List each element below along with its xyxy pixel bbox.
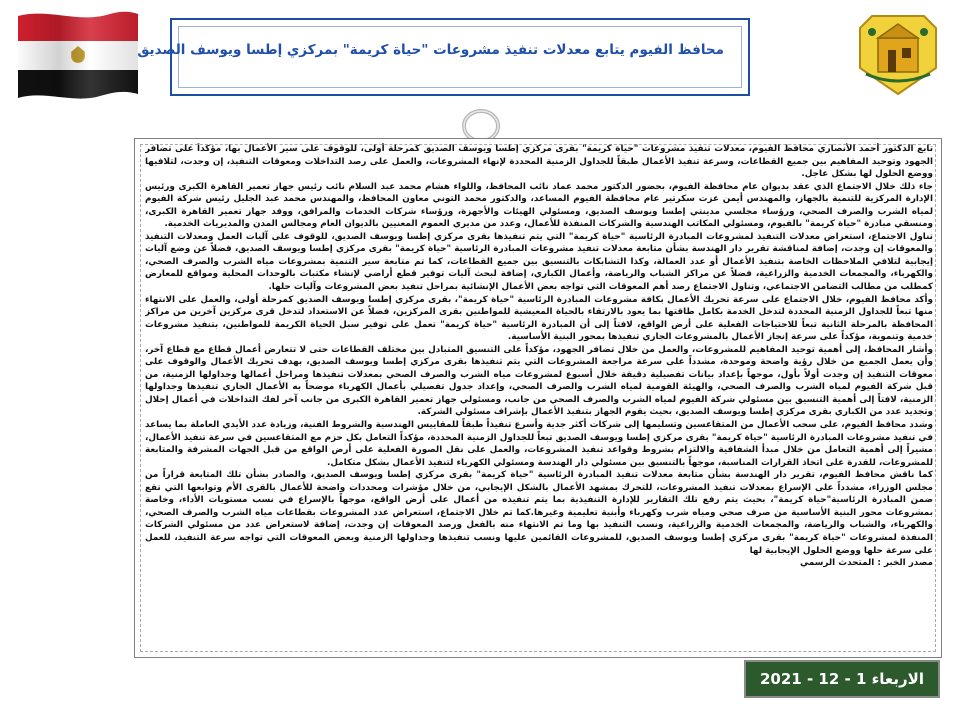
article-paragraph: جاء ذلك خلال الاجتماع الذي عقد بديوان عام محافظة الفيوم، بحضور الدكتور محمد عماد نائب المحافظ، واللواء هشام محمد عبد السلام نائب رئيس جهاز تعمير القاهرة الكبرى ورئيس الإدارة المركزية للتنمية بالجهاز، والمهندس أيمن عزت سكرتير عام محافظة الفيوم المساعد، والدكتور محمد التوني معاون المحافظ، والمهندس محمد عبد الجليل رئيس شركة الفيوم لمياه الشرب والصرف الصحي، ورؤساء مجلسي مدينتي إطسا ويوسف الصديق، ومسئولي الهيئات والأجهزة، ورؤساء شركات الخدمات والمرافق، ووفد جهاز تعمير القاهرة الكبرى، ومنسقي مبادرة "حياة كريمة" بالفيوم، ومسئولي المكاتب الهندسية والشركات المنفذة للأعمال، وعدد من مديري العموم المعنيين بالديوان العام ومجالس المدن والمديريات الخدمية. xyxy=(145,181,933,230)
publish-date: الاربعاء 1 - 12 - 2021 xyxy=(760,670,924,688)
article-paragraph: وشدد محافظ الفيوم، على سحب الأعمال من المتقاعسين وتسليمها إلى شركات أكثر جدية وأسرع تنفيذاً طبقاً للمقاييس الهندسية والشروط الفنية، وزيادة عدد الأيدي العاملة بما يساعد في تنفيذ مشروعات المبادرة الرئاسية "حياة كريمة" بقرى مركزي إطسا ويوسف الصديق تبعاً للجداول الزمنية المحددة، مؤكداً التعامل بكل حزم مع المتقاعسين في سرعة تنفيذ الأعمال، مشيراً إلى أهمية التعامل من خلال مبدأ الشفافية والالتزام بشروط وقواعد تنفيذ المشروعات، والعمل على نقل الصورة الفعلية على أرض الواقع من قبل الجهات المشرفة والمتابعة للمشروعات، للقدرة على اتخاذ القرارات المناسبة، موجهاً بالتنسيق بين مسئولي دار الهندسة ومسئولي الكهرباء لتنفيذ الأعمال بشكل متكامل. xyxy=(145,420,933,468)
article-paragraph: وأشار المحافظ، إلى أهمية توحيد المفاهيم للمشروعات، والعمل من خلال تضافر الجهود، مؤكداً على التنسيق المتبادل بين مختلف القطاعات حتى لا تتعارض أعمال قطاع مع قطاع آخر، وأن يعمل الجميع من خلال رؤية واضحة وموحدة، مشدداً على سرعة مراجعة المشروعات التي يتم تنفيذها بقرى مركزي إطسا ويوسف الصديق، بهدف تحريك الأعمال والوقوف على معوقات التنفيذ إن وجدت أولاً بأول، موجهاً بإعداد بيانات تفصيلية دقيقة خلال أسبوع لمشروعات مياه الشرب والصرف الصحي بمعدلات تنفيذها ومراحل أعمالها وجداولها الزمنية، من قبل شركة الفيوم لمياه الشرب والصرف الصحي، والهيئة القومية لمياه الشرب والصرف الصحي، وإعداد جدول تفصيلي بأعمال الكهرباء موضحاً به الأعمال الجاري تنفيذها وجداولها الزمنية، لافتاً إلى أهمية التنسيق بين مسئولي شركة الفيوم لمياه الشرب والصرف الصحي من جانب، ومسئولي جهاز تعمير القاهرة الكبرى من جانب آخر لفك التداخلات في أعمال إحلال وتجديد عدد من الكباري بقرى مركزي إطسا ويوسف الصديق، بحيث يقوم الجهاز بتنفيذ الأعمال بإشراف مسئولي الشركة. xyxy=(145,344,933,418)
article-paragraph: وأكد محافظ الفيوم، خلال الاجتماع على سرعة تحريك الأعمال بكافة مشروعات المبادرة الرئاسية "حياة كريمة"، بقرى مركزي إطسا ويوسف الصديق كمرحلة أولى، والعمل على الانتهاء منها تبعاً للجداول الزمنية المحددة لتدخل الخدمة بكامل طاقتها بما يعود بالارتقاء بالحياة المعيشية للمواطنين بقرى المركزين، فضلاً عن الاستعداد لتدخل قرى مركزين آخرين من مراكز المحافظة بالمرحلة الثانية تبعاً للاحتياجات الفعلية على أرض الواقع، لافتاً إلى أن المبادرة الرئاسية "حياة كريمة" تعمل على توفير سبل الحياة الكريمة للمواطنين، بتنفيذ مشروعات خدمية وتنموية، مؤكداً على سرعة إنجاز الأعمال بالمشروعات الجاري تنفيذها بمحور البنية الأساسية. xyxy=(145,294,933,343)
article-paragraph: كما ناقش محافظ الفيوم، تقرير دار الهندسة بشأن متابعة معدلات تنفيذ المبادرة الرئاسية "حياة كريمة" بقرى مركزي إطسا ويوسف الصديق، والصادر بشأن تلك المتابعة قراراً من مجلس الوزراء، مشدداً على الإسراع بمعدلات تنفيذ المشروعات، للتحرك بمشهد الأعمال بالشكل الإيجابي، من خلال مؤشرات ومحددات واضحة للأعمال بالقرى الأم وتوابعها التي تقع ضمن المبادرة الرئاسية"حياة كريمة"، بحيث يتم رفع تلك التقارير للإدارة التنفيذية بما يتم تنفيذه من أعمال على أرض الواقع، موجهاً بالإسراع في نسب مستويات الأداء، وخاصة بمشروعات محور البنية الأساسية من صرف صحي ومياه شرب وكهرباء وأبنية تعليمية وغيرها.كما تم خلال الاجتماع، استعراض عدد المشروعات بقطاعات مياه الشرب والصرف الصحي، والكهرباء، والشباب والرياضة، والمجمعات الخدمية والزراعية، ونسب التنفيذ بها وما تم الانتهاء منه بالفعل ورصد المعوقات إن وجدت، إضافة لاستعراض عدد من مسئولي الشركات المنفذة لمشروعات "حياة كريمة" بقرى مركزي إطسا ويوسف الصديق، للمشروعات القائمين عليها ونسب تنفيذها وجداولها الزمنية وبعض المعوقات التي تواجه سرعة التنفيذ، للعمل على سرعة حلها ووضع الحلول الإيجابية لها xyxy=(145,470,933,556)
article-paragraph: تناول الاجتماع، استعراض معدلات التنفيذ لمشروعات المبادرة الرئاسية "حياة كريمة" التي يتم تنفيذها بقرى مركزي إطسا ويوسف الصديق، للوقوف على آليات العمل ومعدلات التنفيذ والمعوقات إن وجدت، إضافة لمناقشة تقرير دار الهندسة بشأن متابعة معدلات تنفيذ مشروعات المبادرة الرئاسية "حياة كريمة" بقرى مركزي إطسا ويوسف الصديق، فضلاً عن وضع آليات إيجابية لتلافي الملاحظات الخاصة بتنفيذ الأعمال أو عدد العمالة، وكذا التشابكات بالتنسيق بين جميع القطاعات، كما تم متابعة سير التنمية بمشروعات مياه الشرب والصرف الصحي، والكهرباء، والمجمعات الخدمية والزراعية، فضلاً عن مراكز الشباب والرياضة، وأعمال الكباري، إضافة لبحث آليات توفير قطع أراضي لإنشاء مكتبات بالوحدات المحلية ومواقع للمعارض كمطلب من مطالب التضامن الاجتماعي، وتناول الاجتماع رصد أهم المعوقات التي تواجه بعض الأعمال الإنشائية بمراحل تنفيذ بعض المشروعات وآليات حلها. xyxy=(145,231,933,293)
article-body xyxy=(145,143,933,653)
title-frame xyxy=(137,18,750,96)
article-frame xyxy=(134,138,942,658)
egypt-flag-icon xyxy=(14,6,142,106)
article-source: مصدر الخبر : المتحدث الرسمي xyxy=(799,558,933,569)
fayoum-governorate-logo-icon xyxy=(852,8,944,100)
article-paragraph: تابع الدكتور أحمد الأنصاري محافظ الفيوم، معدلات تنفيذ مشروعات "حياة كريمة" بقرى مركزي إطسا ويوسف الصديق كمرحلة أولى، للوقوف على سير الأعمال بها، مؤكداً على تضافر الجهود وتوحيد المفاهيم بين جميع القطاعات، وسرعة تنفيذ الأعمال طبقاً للجداول الزمنية المحددة لإنهاء المشروعات، والعمل على رصد التداخلات ومعوقات التنفيذ، إن وجدت، لتلافيها ووضع الحلول لها بشكل عاجل. xyxy=(145,144,933,180)
page-title: محافظ الفيوم يتابع معدلات تنفيذ مشروعات "حياة كريمة" بمركزي إطسا ويوسف الصديق xyxy=(137,42,724,58)
date-banner xyxy=(744,660,940,698)
